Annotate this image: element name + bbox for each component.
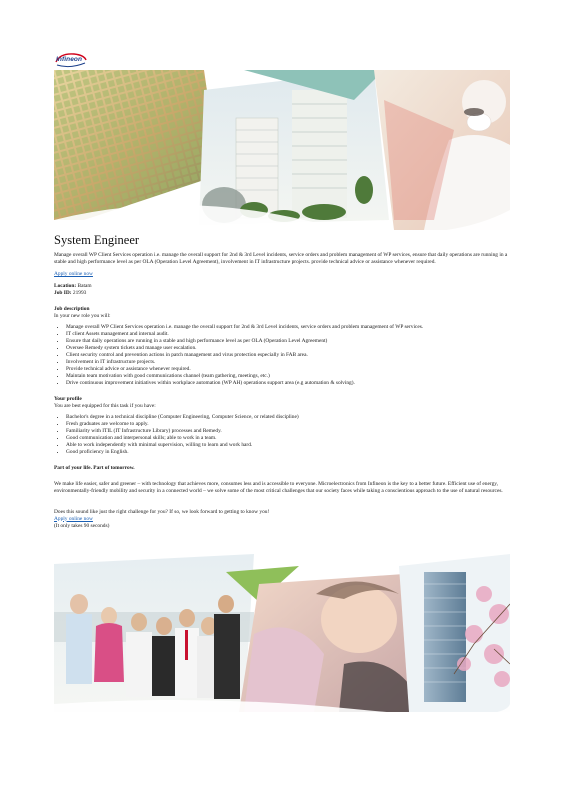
tomorrow-heading: Part of your life. Part of tomorrow. [54,464,135,471]
list-item: • Manage overall WP Client Services operation i.e. manage the overall support for 2nd & 3rd Level incidents, service orders and problem management of WP services. [66,324,512,331]
list-item: • IT client Assets management and internal audit. [66,331,512,338]
list-item: • Client security control and prevention actions in patch management and virus protection especially in FAB area. [66,352,512,359]
apply-online-link[interactable]: Apply online now [54,271,93,277]
profile-list [54,414,512,456]
apply-online-link-2[interactable]: Apply online now [54,515,93,522]
apply-duration-note: (It only takes 90 seconds) [54,522,110,529]
list-item: • Good proficiency in English. [66,449,512,456]
closing-text: Does this sound like just the right challenge for you? If so, we look forward to getting to know you! [54,508,270,515]
job-description-list [54,324,512,387]
location-value: Batam [77,283,92,289]
logo-wordmark: Infineon [56,56,83,63]
job-description-heading: Job description [54,305,90,312]
profile-heading: Your profile [54,395,82,402]
list-item: • Familiarity with ITIL (IT Infrastructure Library) processes and Remedy. [66,428,512,435]
location-label: Location: [54,283,77,289]
job-id-label: Job ID: [54,289,72,296]
list-item: • Able to work independently with minimal supervision, willing to learn and work hard. [66,442,512,449]
header-banner-image [54,70,510,230]
list-item: • Fresh graduates are welcome to apply. [66,421,512,428]
list-item: • Maintain team motivation with good communications channel (team gathering, meetings, etc.) [66,373,512,380]
list-item: • Good communication and interpersonal skills; able to work in a team. [66,435,512,442]
job-description-lead: In your new role you will: [54,312,111,319]
list-item: • Provide technical advice or assistance whenever required. [66,366,512,373]
list-item: • Oversee Remedy system tickets and manage user escalation. [66,345,512,352]
profile-lead: You are best equipped for this task if you have: [54,402,156,409]
list-item: • Involvement in IT infrastructure projects. [66,359,512,366]
job-intro: Manage overall WP Client Services operation i.e. manage the overall support for 2nd & 3rd Level incidents, service orders and problem management of WP services, ensure that daily operations are running in a stable and high performance level as per OLA (Operation Level Agreement), involvement in IT infrastructure projects. provide technical advice or assistance whenever required. [54,252,508,265]
job-content [54,252,512,530]
job-id-value: 21993 [72,289,87,296]
list-item: • Bachelor's degree in a technical discipline (Computer Engineering, Computer Science, or related discipline) [66,414,512,421]
tomorrow-body: We make life easier, safer and greener – with technology that achieves more, consumes less and is accessible to everyone. Microelectronics from Infineon is the key to a better future. Efficient use of energy, environmentally-friendly mobility and security in a connected world – we solve some of the most critical challenges that our society faces while taking a conscientious approach to the use of natural resources. [54,480,503,494]
list-item: • Drive continuous improvement initiatives within workplace automation (WP AH) operations support area (e.g automation & solving). [66,380,512,387]
job-title: System Engineer [54,233,140,247]
footer-banner-image [54,554,510,712]
list-item: • Ensure that daily operations are running in a stable and high performance level as per OLA (Operation Level Agreement) [66,338,512,345]
